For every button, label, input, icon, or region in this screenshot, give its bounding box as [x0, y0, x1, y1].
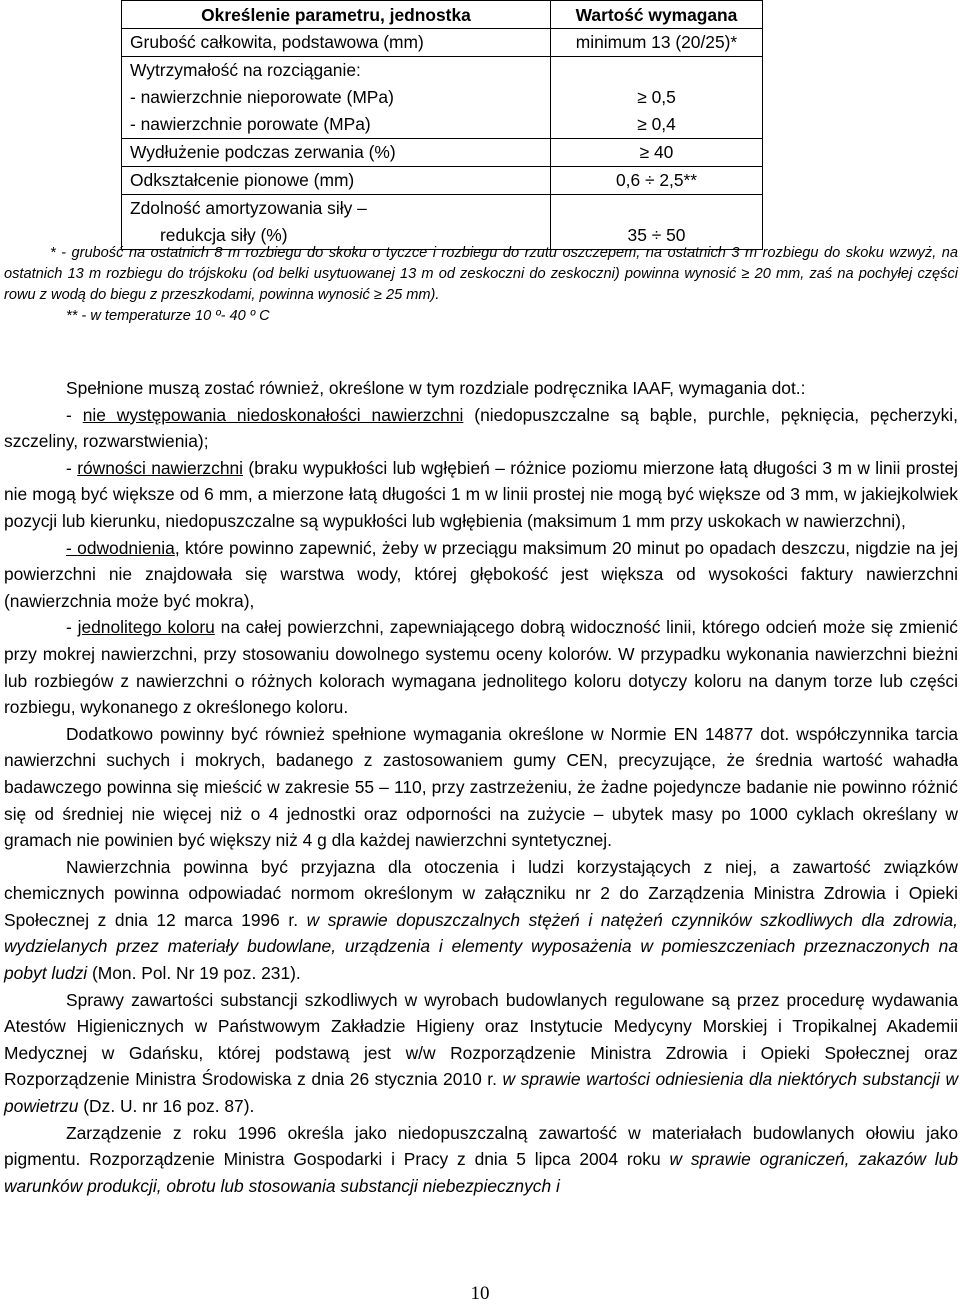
row-value-group [551, 195, 763, 250]
table-row [122, 29, 763, 57]
row-value [559, 195, 754, 222]
table-footnotes [4, 243, 958, 327]
text-run: (Mon. Pol. Nr 19 poz. 231). [87, 963, 301, 984]
row-param-group [122, 195, 551, 250]
row-param: - nawierzchnie nieporowate (MPa) [130, 87, 394, 107]
requirement-label: równości nawierzchni [77, 457, 244, 478]
text-run: Zarządzenie z roku 1996 określa jako niedopuszczalną zawartość w materiałach budowlanych ołowiu jako pigmentu. Rozporządzenie Ministra Gospodarki i Pracy z dnia 5 lipca 2004 roku [4, 1122, 958, 1170]
requirement-text: (niedopuszczalne są bąble, purchle, pęknięcia, pęcherzyki, szczeliny, rozwarstwienia); [4, 404, 958, 452]
requirement-label: jednolitego koloru [77, 617, 215, 638]
table-row [122, 167, 763, 195]
requirement-item: - jednolitego koloru na całej powierzchni, zapewniającego dobrą widoczność linii, którego odcień może się zmienić przy mokrej nawierzchni, przy stosowaniu dowolnego systemu oceny kolorów. W przypadku wykonania nawierzchni bieżni lub rozbiegów z nawierzchni o różnych kolorach wymagana jednolitego koloru dotyczy koloru na danym torze lub części rozbiegu, wykonanego z określonego koloru. [4, 617, 959, 718]
row-param: Wytrzymałość na rozciąganie: [130, 60, 361, 80]
row-value-group [551, 57, 763, 139]
row-param: Zdolność amortyzowania siły – [130, 198, 367, 218]
row-value: ≥ 0,5 [637, 87, 676, 107]
table-header-row [122, 1, 763, 29]
footnote-2: ** - w temperaturze 10 º- 40 º C [66, 308, 270, 324]
body-text [4, 375, 958, 1199]
page-number: 10 [470, 1283, 490, 1304]
row-param-group [122, 57, 551, 139]
requirement-item: - odwodnienia, które powinno zapewnić, żeby w przeciągu maksimum 20 minut po opadach deszczu, nigdzie na jej powierzchni nie znajdowała się warstwa wody, której głębokość jest większa od wysokości faktury nawierzchni (nawierzchnia może być mokra), [4, 537, 958, 611]
requirement-text: na całej powierzchni, zapewniającego dobrą widoczność linii, którego odcień może się zmienić przy mokrej nawierzchni, przy stosowaniu dowolnego systemu oceny kolorów. W przypadku wykonania nawierzchni bieżni lub rozbiegów z nawierzchni o różnych kolorach wymagana jednolitego koloru dotyczy koloru na danym torze lub części rozbiegu, wykonanego z określonego koloru. [4, 617, 959, 718]
paragraph-regulation [4, 1120, 958, 1200]
header-value: Wartość wymagana [551, 1, 763, 29]
row-value: 35 ÷ 50 [627, 225, 686, 245]
requirement-item: - nie występowania niedoskonałości nawierzchni (niedopuszczalne są bąble, purchle, pęknięcia, pęcherzyki, szczeliny, rozwarstwienia); [4, 404, 958, 452]
row-param: Odkształcenie pionowe (mm) [122, 167, 551, 195]
italic-run: w sprawie wartości odniesienia dla niektórych substancji w powietrzu [4, 1069, 959, 1117]
table-row [122, 139, 763, 167]
table-row [122, 195, 763, 250]
paragraph-en-norm: Dodatkowo powinny być również spełnione wymagania określone w Normie EN 14877 dot. współczynnika tarcia nawierzchni suchych i mokrych, badanego z zastosowaniem gumy CEN, precyzujące, że średnia wartość wahadła badawczego powinna się mieścić w zakresie 55 – 110, przy zastrzeżeniu, że żadne pojedyncze badanie nie powinno różnić się od średniej nie więcej niż o 4 jednostki oraz odporności na zużycie – ubytek masy po 1000 cyklach określany w gramach nie powinien być większy niż 4 g dla każdej nawierzchni syntetycznej. [4, 723, 958, 851]
header-param: Określenie parametru, jednostka [122, 1, 551, 29]
row-value: ≥ 40 [551, 139, 763, 167]
paragraph-attests [4, 987, 958, 1120]
row-param: Wydłużenie podczas zerwania (%) [122, 139, 551, 167]
row-param: Grubość całkowita, podstawowa (mm) [122, 29, 551, 57]
row-param: redukcja siły (%) [160, 225, 288, 245]
parameters-table [121, 0, 763, 250]
requirement-label: odwodnienia [77, 537, 175, 558]
footnote-1: * - grubość na ostatnich 8 m rozbiegu do skoku o tyczce i rozbiegu do rzutu oszczepem, na ostatnich 3 m rozbiegu do skoku wzwyż, na ostatnich 13 m rozbiegu do trójskoku (od belki usytuowanej 13 m od zeskoczni do zeskoczni) powinna wynosić ≥ 20 mm, zaś na pochyłej części rowu z wodą do biegu z przeszkodami, powinna wynosić ≥ 25 mm). [4, 245, 958, 303]
requirement-text: (braku wypukłości lub wgłębień – różnice poziomu mierzone łatą długości 3 m w linii prostej nie mogą być większe od 6 mm, a mierzone łatą długości 1 m w linii prostej nie mogą być większe od 3 mm, w jakiejkolwiek pozycji lub kierunku, niedopuszczalne są wypukłości lub wgłębienia (maksimum 1 mm przy uskokach w nawierzchni), [4, 457, 958, 531]
row-value: ≥ 0,4 [637, 114, 676, 134]
row-value [559, 57, 754, 84]
requirement-item: - równości nawierzchni (braku wypukłości lub wgłębień – różnice poziomu mierzone łatą długości 3 m w linii prostej nie mogą być większe od 6 mm, a mierzone łatą długości 1 m w linii prostej nie mogą być większe od 3 mm, w jakiejkolwiek pozycji lub kierunku, niedopuszczalne są wypukłości lub wgłębienia (maksimum 1 mm przy uskokach w nawierzchni), [4, 457, 958, 531]
paragraph-environment [4, 854, 958, 987]
row-param: - nawierzchnie porowate (MPa) [130, 114, 371, 134]
text-run: Sprawy zawartości substancji szkodliwych w wyrobach budowlanych regulowane są przez procedurę wydawania Atestów Higienicznych w Państwowym Zakładzie Higieny oraz Instytucie Medycyny Morskiej i Tropikalnej Akademii Medycznej w Gdańsku, której podstawą jest w/w Rozporządzenie Ministra Zdrowia i Opieki Społecznej oraz Rozporządzenie Ministra Środowiska z dnia 26 stycznia 2010 r. [4, 989, 958, 1090]
table-row [122, 57, 763, 139]
row-value: minimum 13 (20/25)* [551, 29, 763, 57]
text-run: Nawierzchnia powinna być przyjazna dla otoczenia i ludzi korzystających z niej, a zawartość związków chemicznych powinna odpowiadać normom określonym w załączniku nr 2 do Zarządzenia Ministra Zdrowia i Opieki Społecznej z dnia 12 marca 1996 r. [4, 856, 958, 930]
italic-run: w sprawie ograniczeń, zakazów lub warunków produkcji, obrotu lub stosowania substancji niebezpiecznych i [4, 1149, 959, 1196]
italic-run: w sprawie dopuszczalnych stężeń i natężeń czynników szkodliwych dla zdrowia, wydzielanych przez materiały budowlane, urządzenia i elementy wyposażenia w pomieszczeniach przeznaczonych na pobyt ludzi [4, 909, 958, 984]
row-value: 0,6 ÷ 2,5** [551, 167, 763, 195]
text-run: (Dz. U. nr 16 poz. 87). [78, 1096, 255, 1117]
requirement-text: , które powinno zapewnić, żeby w przeciągu maksimum 20 minut po opadach deszczu, nigdzie na jej powierzchni nie znajdowała się warstwa wody, której głębokość jest większa od wysokości faktury nawierzchni (nawierzchnia może być mokra), [4, 537, 958, 611]
requirement-label: nie występowania niedoskonałości nawierzchni [82, 404, 464, 425]
intro-paragraph: Spełnione muszą zostać również, określone w tym rozdziale podręcznika IAAF, wymagania dot.: [66, 378, 806, 398]
